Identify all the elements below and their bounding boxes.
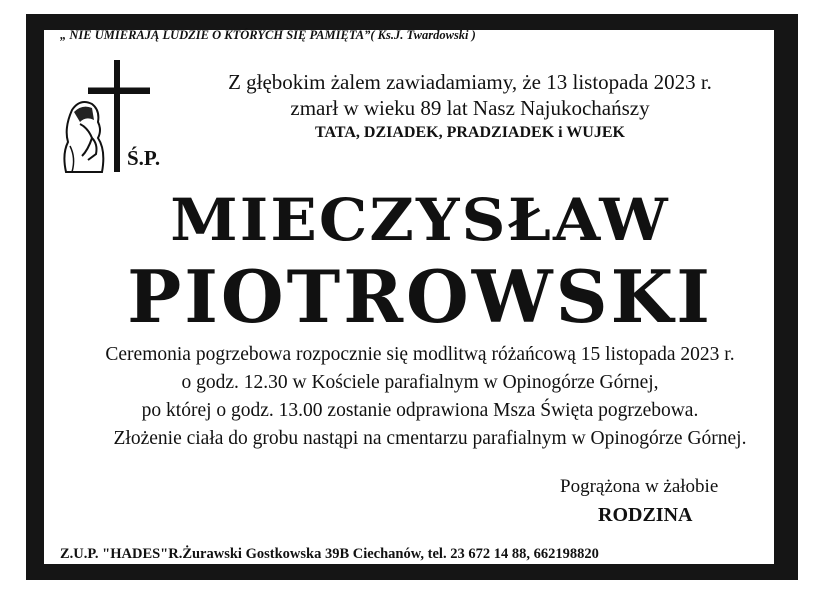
announcement-line-2: zmarł w wieku 89 lat Nasz Najukochańszy <box>290 96 650 120</box>
deceased-last-name: PIOTROWSKI <box>127 254 713 339</box>
mourners-name: RODZINA <box>598 504 693 526</box>
funeral-home-footer: Z.U.P. "HADES"R.Żurawski Gostkowska 39B Ciechanów, tel. 23 672 14 88, 662198820 <box>60 546 599 562</box>
mourners-label: Pogrążona w żałobie <box>560 476 719 497</box>
relations-line: TATA, DZIADEK, PRADZIADEK i WUJEK <box>315 124 625 141</box>
announcement-line-1: Z głębokim żalem zawiadamiamy, że 13 listopada 2023 r. <box>228 70 712 94</box>
ceremony-line-2: o godz. 12.30 w Kościele parafialnym w Opinogórze Górnej, <box>181 372 659 393</box>
motto-quote: „ NIE UMIERAJĄ LUDZIE O KTÓRYCH SIĘ PAMIĘTA”( Ks.J. Twardowski ) <box>60 28 476 42</box>
sp-label: Ś.P. <box>127 146 161 170</box>
ceremony-line-3: po której o godz. 13.00 zostanie odprawiona Msza Święta pogrzebowa. <box>141 400 699 421</box>
deceased-first-name: MIECZYSŁAW <box>170 186 670 254</box>
ceremony-line-4: Złożenie ciała do grobu nastąpi na cmentarzu parafialnym w Opinogórze Górnej. <box>113 428 747 449</box>
ceremony-line-1: Ceremonia pogrzebowa rozpocznie się modlitwą różańcową 15 listopada 2023 r. <box>105 344 735 365</box>
